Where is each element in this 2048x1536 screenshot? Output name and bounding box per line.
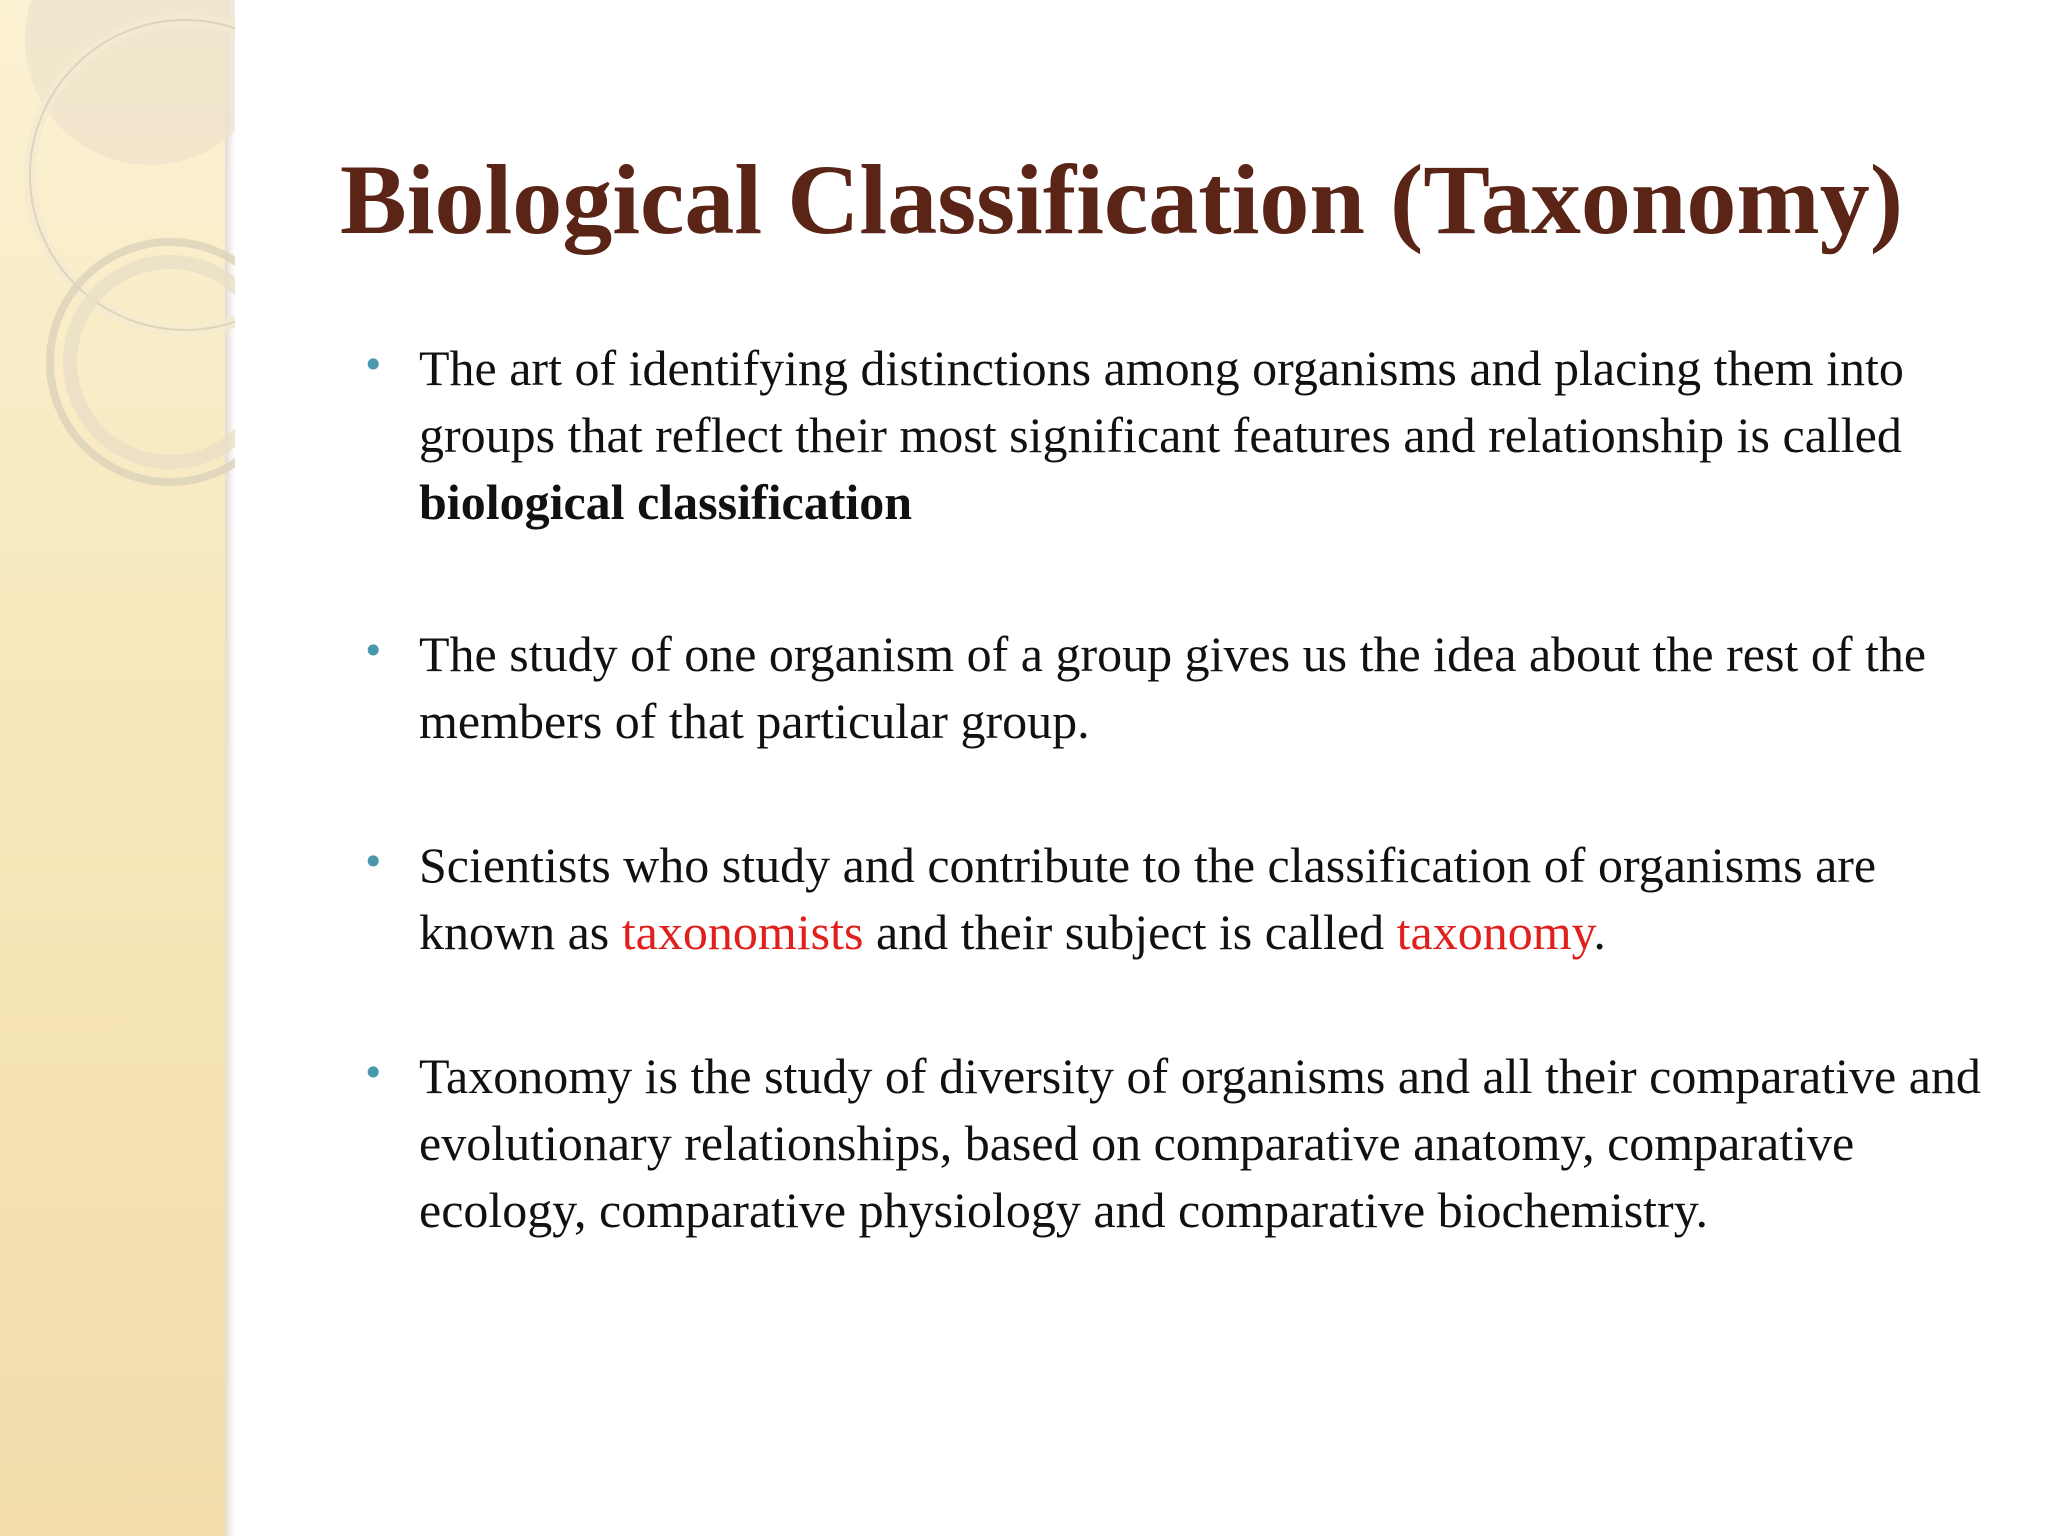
bullet-text: The art of identifying distinctions among organisms and placing them into groups that reflect their most significant features and relationship is called	[419, 340, 1904, 463]
highlight-term-taxonomists: taxonomists	[621, 904, 864, 960]
bullet-text: .	[1593, 904, 1606, 960]
bullet-list	[360, 335, 2000, 1329]
highlight-term-taxonomy: taxonomy	[1396, 904, 1594, 960]
bullet-dot-icon: •	[362, 343, 385, 387]
bullet-item	[360, 832, 2000, 966]
bullet-text: The study of one organism of a group gives us the idea about the rest of the members of that particular group.	[419, 626, 1927, 749]
bullet-text: Scientists who study and contribute to the classification of organisms are known as	[419, 837, 1877, 960]
bullet-dot-icon: •	[362, 1051, 385, 1095]
bullet-text: and their subject is called	[863, 904, 1397, 960]
slide-title: Biological Classification (Taxonomy)	[340, 144, 1904, 255]
bullet-item	[360, 621, 2000, 755]
bullet-text: Taxonomy is the study of diversity of organisms and all their comparative and evolutionary relationships, based on comparative anatomy, comparative ecology, comparative physiology and comparative biochemistry.	[419, 1048, 1981, 1238]
decorative-circles	[0, 0, 235, 560]
bullet-bold-term: biological classification	[419, 474, 913, 530]
bullet-item	[360, 1043, 2000, 1244]
bullet-item	[360, 335, 2000, 536]
bullet-dot-icon: •	[362, 629, 385, 673]
bullet-dot-icon: •	[362, 840, 385, 884]
